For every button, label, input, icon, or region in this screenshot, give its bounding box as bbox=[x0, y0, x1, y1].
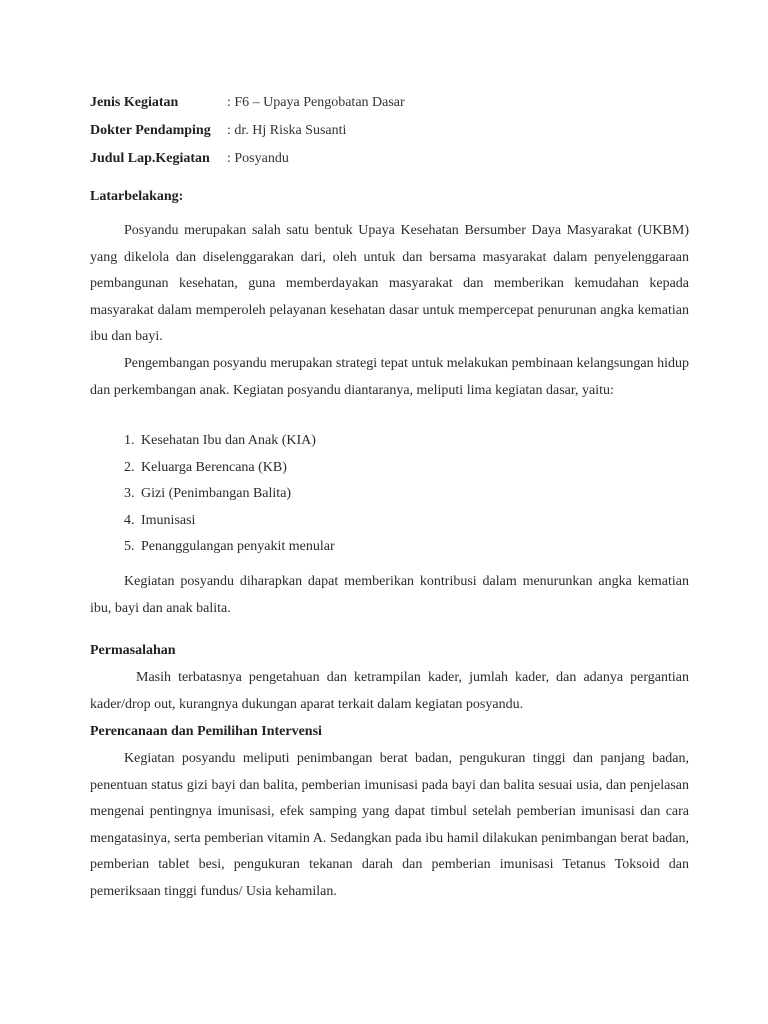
meta-label: Judul Lap.Kegiatan bbox=[90, 151, 210, 166]
list-item: 2. Keluarga Berencana (KB) bbox=[124, 459, 287, 475]
meta-label: Jenis Kegiatan bbox=[90, 95, 179, 110]
paragraph-perencanaan: Kegiatan posyandu meliputi penimbangan berat badan, pengukuran tinggi dan panjang badan, penentuan status gizi bayi dan balita, pemberian imunisasi pada bayi dan balita sesuai usia, dan penjelasan mengenai pentingnya imunisasi, efek samping yang dapat timbul setelah pemberian imunisasi dan cara mengatasinya, serta pemberian vitamin A. Sedangkan pada ibu hamil dilakukan penimbangan berat badan, pemberian tablet besi, pengukuran tekanan darah dan pemberian imunisasi Tetanus Toksoid dan pemeriksaan tinggi fundus/ Usia kehamilan. bbox=[90, 751, 689, 899]
meta-value: : dr. Hj Riska Susanti bbox=[227, 123, 347, 138]
meta-value: : F6 – Upaya Pengobatan Dasar bbox=[227, 95, 405, 110]
kegiatan-dasar-list bbox=[124, 428, 335, 561]
section-heading-permasalahan: Permasalahan bbox=[90, 643, 176, 658]
meta-value: : Posyandu bbox=[227, 151, 289, 166]
paragraph-latar-2: Pengembangan posyandu merupakan strategi tepat untuk melakukan pembinaan kelangsungan hidup dan perkembangan anak. Kegiatan posyandu diantaranya, meliputi lima kegiatan dasar, yaitu: bbox=[90, 356, 689, 398]
paragraph-latar-1: Posyandu merupakan salah satu bentuk Upaya Kesehatan Bersumber Daya Masyarakat (UKBM) yang dikelola dan diselenggarakan dari, oleh untuk dan bersama masyarakat dalam penyelenggaraan pembangunan kesehatan, guna memberdayakan masyarakat dan memberikan kemudahan kepada masyarakat dalam memperoleh pelayanan kesehatan dasar untuk mempercepat penurunan angka kematian ibu dan bayi. bbox=[90, 223, 689, 345]
meta-dokter-pendamping bbox=[90, 122, 346, 140]
meta-jenis-kegiatan bbox=[90, 94, 405, 112]
paragraph-latar-3: Kegiatan posyandu diharapkan dapat memberikan kontribusi dalam menurunkan angka kematian ibu, bayi dan anak balita. bbox=[90, 574, 689, 616]
list-item: 3. Gizi (Penimbangan Balita) bbox=[124, 486, 292, 502]
meta-judul-kegiatan bbox=[90, 150, 289, 168]
list-item: 5. Penanggulangan penyakit menular bbox=[124, 539, 335, 555]
list-item: 4. Imunisasi bbox=[124, 512, 196, 528]
paragraph-permasalahan: Masih terbatasnya pengetahuan dan ketrampilan kader, jumlah kader, dan adanya pergantian kader/drop out, kurangnya dukungan aparat terkait dalam kegiatan posyandu. bbox=[90, 670, 689, 712]
list-item: 1. Kesehatan Ibu dan Anak (KIA) bbox=[124, 433, 316, 448]
meta-label: Dokter Pendamping bbox=[90, 123, 211, 138]
section-heading-perencanaan: Perencanaan dan Pemilihan Intervensi bbox=[90, 724, 322, 739]
section-heading-latarbelakang: Latarbelakang: bbox=[90, 189, 184, 204]
